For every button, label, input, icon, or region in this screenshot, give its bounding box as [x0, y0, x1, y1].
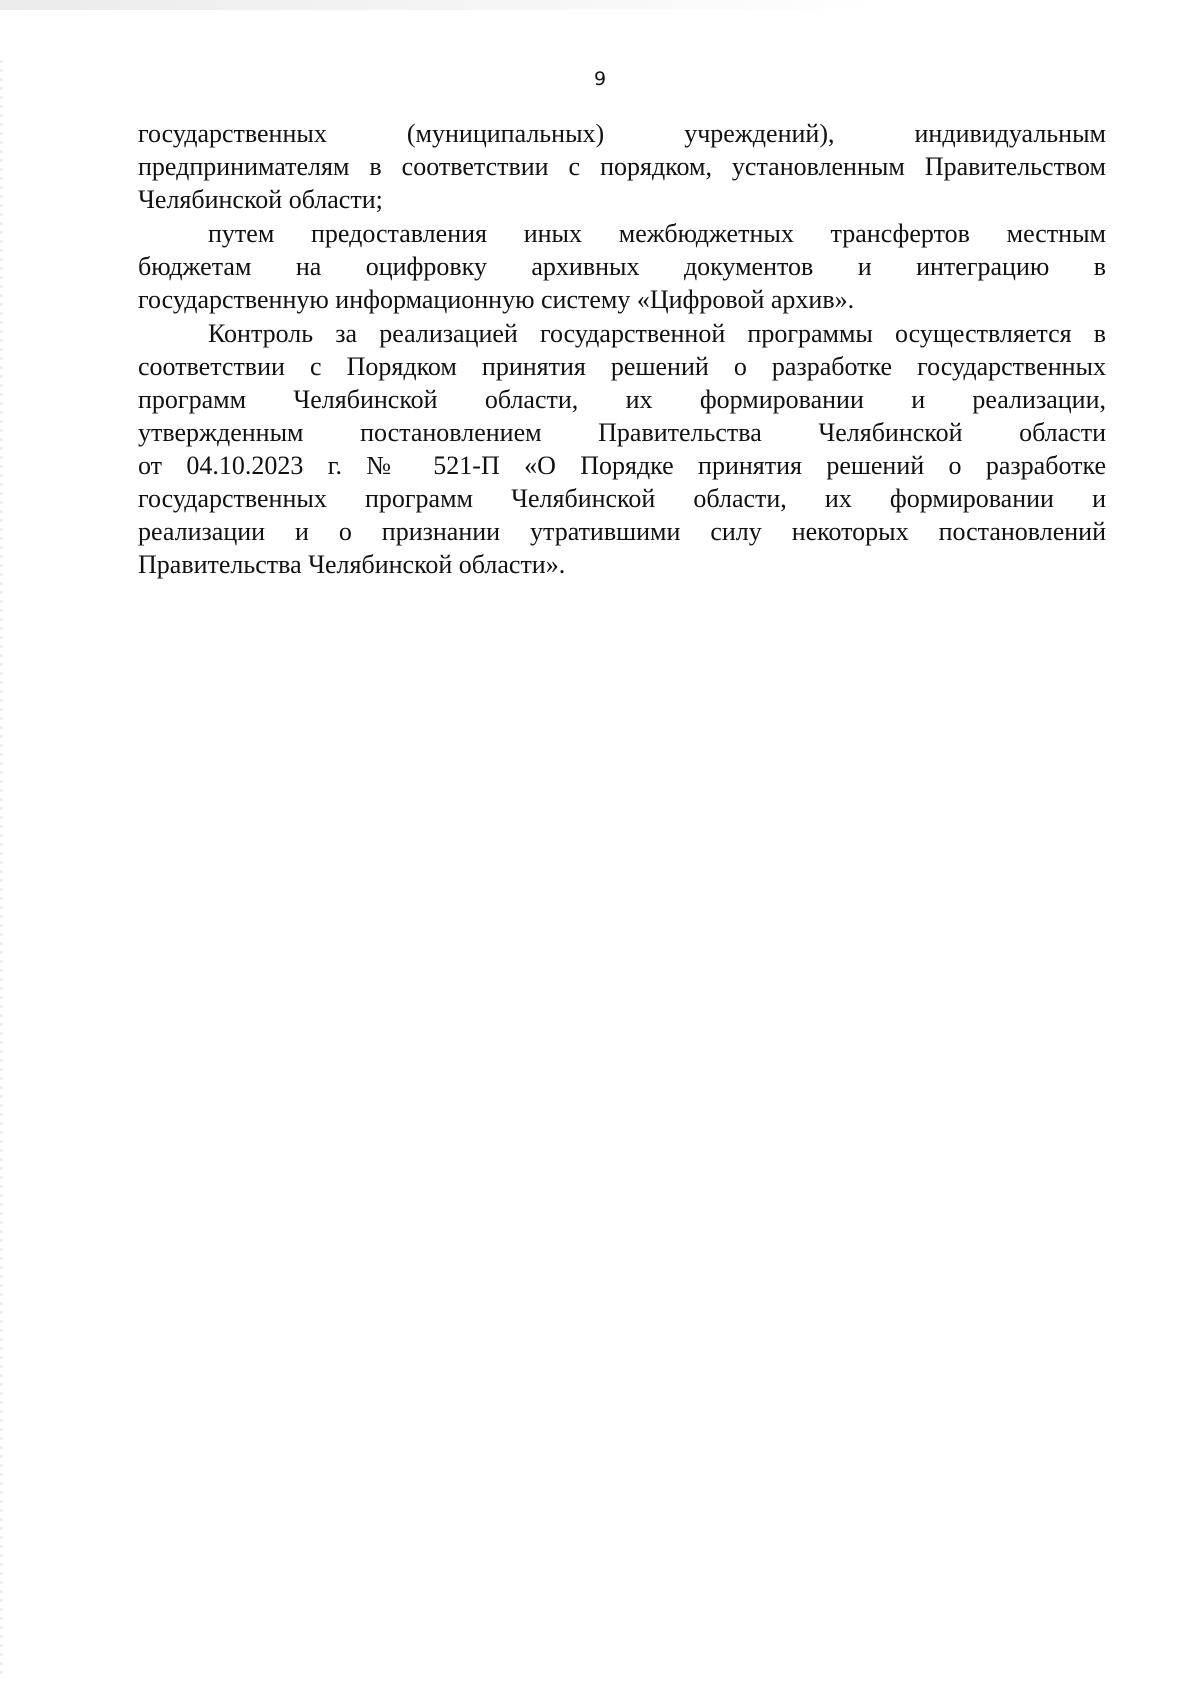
- scan-artifact-left: [0, 60, 3, 1680]
- text-line: Контроль за реализацией государственной программы осуществляется в: [208, 319, 1106, 348]
- text-line: бюджетам на оцифровку архивных документов и интеграцию в: [138, 252, 1106, 281]
- text-line: Правительства Челябинской области».: [138, 550, 566, 579]
- text-line: Челябинской области;: [138, 185, 383, 214]
- text-line: государственную информационную систему «Цифровой архив».: [138, 285, 855, 314]
- document-body: [138, 117, 1106, 581]
- text-line: реализации и о признании утратившими силу некоторых постановлений: [138, 517, 1106, 546]
- text-line: предпринимателям в соответствии с порядком, установленным Правительством: [138, 152, 1106, 181]
- text-line: утвержденным постановлением Правительства Челябинской области: [138, 418, 1106, 447]
- scan-artifact-top: [0, 0, 880, 10]
- text-line: государственных (муниципальных) учреждений), индивидуальным: [138, 119, 1106, 148]
- page-number: 9: [593, 68, 607, 90]
- text-line: соответствии с Порядком принятия решений о разработке государственных: [138, 352, 1106, 381]
- text-line: государственных программ Челябинской области, их формировании и: [138, 484, 1106, 513]
- text-line: программ Челябинской области, их формировании и реализации,: [138, 385, 1106, 414]
- text-line: путем предоставления иных межбюджетных трансфертов местным: [208, 219, 1106, 248]
- text-line: от 04.10.2023 г. № 521-П «О Порядке принятия решений о разработке: [138, 451, 1106, 480]
